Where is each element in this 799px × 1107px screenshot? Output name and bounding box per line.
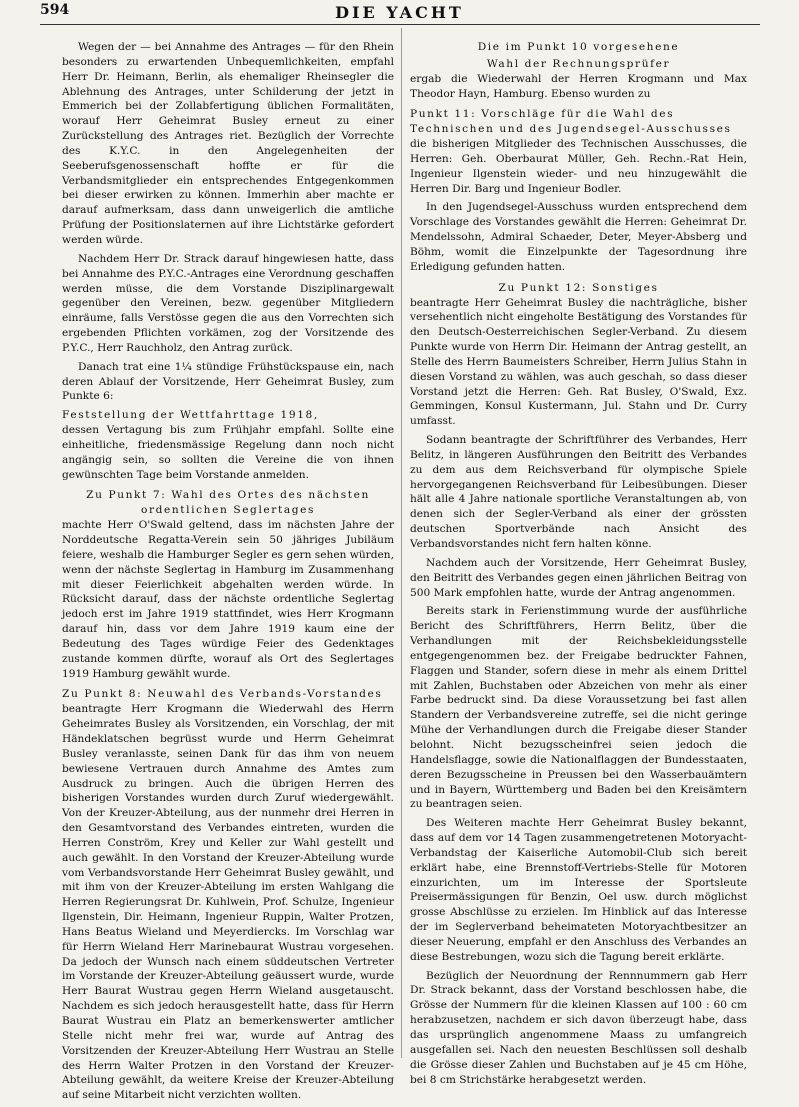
section-heading: Feststellung der Wettfahrttage 1918, — [62, 409, 319, 422]
section-heading: Wahl der Rechnungsprüfer — [486, 57, 671, 70]
paragraph: Bereits stark in Ferienstimmung wurde der ausführliche Bericht des Schriftführers, Herrn Belitz, über die Verhandlungen mit der Reichsbekleidungsstelle entgegengenommen bez. der Freigabe bedruckter Fahnen, Flaggen und Stander, sofern diese in mehr als einem Drittel mit Zahlen, Buchstaben oder Abzeichen von mehr als einer Farbe bedruckt sind. Da diese Voraussetzung bei fast allen Standern der Verbandsvereine zutreffe, sei die nicht geringe Mühe der Verhandlungen durch die Freigabe dieser Stander belohnt. Nicht bezugsscheinfrei seien jedoch die Handelsflagge, sowie die Nationalflaggen der Bundesstaaten, deren Bezugsscheine in Preussen bei den Wasserbauämtern und in Bayern, Württemberg und Baden bei den Kreisämtern zu beantragen seien. — [410, 605, 747, 811]
paragraph: Wegen der — bei Annahme des Antrages — für den Rhein besonders zu erwartenden Unbequemlichkeiten, empfahl Herr Dr. Heimann, Berlin, als ehemaliger Rheinsegler die Ablehnung des Antrages, unter Schilderung der jetzt in Emmerich bei der Zollabfertigung üblichen Formalitäten, worauf Herr Geheimrat Busley erneut zu einer Zurückstellung des Antrages riet. Bezüglich der Vorrechte des K.Y.C. in den Angelegenheiten der Seeberufsgenossenschaft hoffte er für die Verbandsmitglieder ein entsprechendes Entgegenkommen bei dieser erwirken zu können. Immerhin aber machte er darauf aufmerksam, dass dann unweigerlich die amtliche Prüfung der Positionslaternen auf ihre Lichtstärke gefordert werden würde. — [62, 41, 394, 246]
paragraph: machte Herr O'Swald geltend, dass im nächsten Jahre der Norddeutsche Regatta-Verein sein 50 jähriges Jubiläum feiere, weshalb die Hamburger Segler es gern sehen würden, wenn der nächste Seglertag in Hamburg im Zusammenhang mit dieser Feierlichkeit abgehalten werden würde. In Rücksicht darauf, dass der nächste ordentliche Seglertag jedoch erst im Jahre 1919 stattfindet, wies Herr Krogmann darauf hin, dass vor dem Jahre 1919 kaum eine der Bedeutung des Tages würdige Feier des Gedenktages zustande kommen dürfte, worauf als Ort des Seglertages 1919 Hamburg gewählt wurde. — [62, 519, 394, 680]
paragraph: In den Jugendsegel-Ausschuss wurden entsprechend dem Vorschlage des Vorstandes gewählt die Herren: Geheimrat Dr. Mendelssohn, Admiral Schaeder, Deter, Meyer-Absberg und Böhm, womit die Einzelpunkte der Tagesordnung ihre Erledigung gefunden hatten. — [410, 201, 747, 273]
page-header — [0, 0, 799, 26]
paragraph: Sodann beantragte der Schriftführer des Verbandes, Herr Belitz, in längeren Ausführungen den Beitritt des Verbandes zu dem aus dem Reichsverband für olympische Spiele hervorgegangenen Reichsverband für Leibesübungen. Dieser hält alle 4 Jahre nationale sportliche Veranstaltungen ab, von denen sich der Segler-Verband als einer der grössten deutschen Sportverbände nach Ansicht des Verbandsvorstandes nicht fern halten könne. — [410, 434, 747, 550]
column-divider — [401, 28, 402, 1058]
section-heading: Zu Punkt 8: Neuwahl des Verbands-Vorstandes — [62, 688, 383, 701]
paragraph: Nachdem auch der Vorsitzende, Herr Geheimrat Busley, den Beitritt des Verbandes gegen einen jährlichen Beitrag von 500 Mark empfohlen hatte, wurde der Antrag angenommen. — [410, 556, 747, 599]
paragraph: Nachdem Herr Dr. Strack darauf hingewiesen hatte, dass bei Annahme des P.Y.C.-Antrages eine Verordnung geschaffen werden müsse, die dem Vorstande Disziplinargewalt gegenüber den Vereinen, bezw. gegenüber Mitgliedern einräume, falls Verstösse gegen die aus den Vorrechten sich ergebenden Pflichten vorkämen, zog der Vorsitzende des P.Y.C., Herr Rauchholz, den Antrag zurück. — [62, 252, 394, 354]
section-heading: Zu Punkt 12: Sonstiges — [498, 281, 659, 294]
section-heading: Zu Punkt 7: Wahl des Ortes des nächsten — [86, 489, 370, 502]
paragraph: Bezüglich der Neuordnung der Rennnummern gab Herr Dr. Strack bekannt, dass der Vorstand beschlossen habe, die Grösse der Nummern für die kleinen Klassen auf 100 : 60 cm herabzusetzen, nachdem er sich davon überzeugt habe, dass das ursprünglich angenommene Maass zu umfangreich ausgefallen sei. Nach den neuesten Beschlüssen soll deshalb die Grösse dieser Zahlen und Buchstaben auf je 45 cm Höhe, bei 8 cm Strichstärke herabgesetzt werden. — [410, 969, 747, 1086]
paragraph: dessen Vertagung bis zum Frühjahr empfahl. Sollte eine einheitliche, friedensmässige Regelung dann noch nicht angängig sein, so sollten die Vereine die von ihnen gewünschten Tage beim Vorstande anmelden. — [62, 424, 394, 481]
section-heading: ordentlichen Seglertages — [140, 504, 316, 517]
paragraph: beantragte Herr Geheimrat Busley die nachträgliche, bisher versehentlich nicht eingeholte Bestätigung des Vorstandes für den Deutsch-Oesterreichischen Segler-Verband. Zu diesem Punkte wurde von Herrn Dir. Heimann der Antrag gestellt, an Stelle des Herrn Baumeisters Schreiber, Herrn Julius Stahn in diesen Vorstand zu wählen, was auch geschah, so dass dieser Vorstand jetzt die Herren: Geh. Rat Busley, O'Swald, Exz. Gemmingen, Konsul Kustermann, Jul. Stahn und Dr. Curry umfasst. — [410, 296, 747, 428]
section-heading: Die im Punkt 10 vorgesehene — [477, 41, 680, 53]
left-column — [62, 40, 394, 1107]
header-rule — [40, 24, 760, 25]
paragraph: beantragte Herr Krogmann die Wiederwahl des Herrn Geheimrates Busley als Vorsitzenden, ein Vorschlag, der mit Händeklatschen begrüsst wurde und Herrn Geheimrat Busley veranlasste, seinen Dank für das ihm von neuem bewiesene Vertrauen durch Annahme des Amtes zum Ausdruck zu bringen. Auch die übrigen Herren des bisherigen Vorstandes wurden durch Zuruf wiedergewählt. Von der Kreuzer-Abteilung, aus der nunmehr drei Herren in den Gesamtvorstand des Verbandes eintreten, wurden die Herren Conström, Krey und Keller zur Wahl gestellt und auch gewählt. In den Vorstand der Kreuzer-Abteilung wurde vom Verbandsvorstande Herr Geheimrat Busley gewählt, und mit ihm von der Kreuzer-Abteilung im ersten Wahlgang die Herren Regierungsrat Dr. Kuhlwein, Prof. Schulze, Ingenieur Ilgenstein, Dir. Heimann, Ingenieur Ruppin, Walter Protzen, Hans Beatus Wieland und Meyerdiercks. Im Vorschlag war für Herrn Wieland Herr Marinebaurat Wustrau vorgesehen. Da jedoch der Wunsch nach einem süddeutschen Vertreter im Vorstande der Kreuzer-Abteilung geäussert wurde, wurde Herr Baurat Wustrau gegen Herrn Wieland ausgetauscht. Nachdem es sich jedoch herausgestellt hatte, dass für Herrn Baurat Wustrau ein Platz an bemerkenswerter amtlicher Stelle nicht mehr frei war, wurde auf Antrag des Vorsitzenden der Kreuzer-Abteilung Herr Wustrau an Stelle des Herrn Walter Protzen in den Vorstand der Kreuzer-Abteilung gewählt, da weitere Kreise der Kreuzer-Abteilung auf seine Mitarbeit nicht verzichten wollten. — [62, 703, 394, 1102]
section-heading: Punkt 11: Vorschläge für die Wahl des Technischen und des Jugendsegel-Ausschusses — [410, 108, 732, 136]
paragraph: Des Weiteren machte Herr Geheimrat Busley bekannt, dass auf dem vor 14 Tagen zusammengetretenen Motoryacht-Verbandstag der Kaiserliche Automobil-Club sich bereit erklärt habe, eine Brennstoff-Vertriebs-Stelle für Motoren einzurichten, um im Interesse der Sportsleute Preisermässigungen für Benzin, Oel usw. durch möglichst grosse Abschlüsse zu erzielen. Im Hinblick auf das Interesse der im Seglerverband beheimateten Motoryachtbesitzer an dieser Neuerung, empfahl er den Anschluss des Verbandes an diese Bestrebungen, wozu sich die Tagung bereit erklärte. — [410, 817, 747, 963]
paragraph: die bisherigen Mitglieder des Technischen Ausschusses, die Herren: Geh. Oberbaurat Müller, Geh. Rechn.-Rat Hein, Ingenieur Ilgenstein wieder- und neu hinzugewählt die Herren Dir. Barg und Ingenieur Bodler. — [410, 138, 747, 195]
journal-title: DIE YACHT — [335, 3, 464, 22]
paragraph: ergab die Wiederwahl der Herren Krogmann und Max Theodor Hayn, Hamburg. Ebenso wurden zu — [410, 72, 747, 100]
right-column — [410, 40, 747, 1091]
page-number: 594 — [40, 2, 70, 18]
paragraph: Danach trat eine 1¼ stündige Frühstückspause ein, nach deren Ablauf der Vorsitzende, Herr Geheimrat Busley, zum Punkte 6: — [62, 360, 394, 403]
